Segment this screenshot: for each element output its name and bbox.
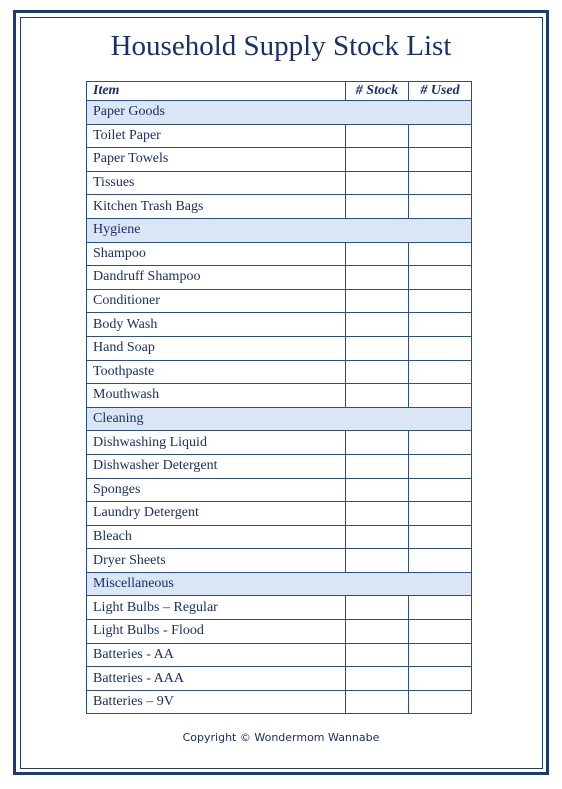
item-name-cell: Light Bulbs - Flood — [87, 620, 346, 644]
table-row — [87, 454, 472, 478]
used-count-cell — [409, 313, 472, 337]
table-row — [87, 525, 472, 549]
table-row — [87, 336, 472, 360]
table-row — [87, 242, 472, 266]
table-row — [87, 502, 472, 526]
item-name-cell: Kitchen Trash Bags — [87, 195, 346, 219]
used-count-cell — [409, 690, 472, 714]
item-name-cell: Dandruff Shampoo — [87, 266, 346, 290]
stock-table — [86, 81, 472, 714]
table-row — [87, 690, 472, 714]
used-count-cell — [409, 549, 472, 573]
item-name-cell: Tissues — [87, 171, 346, 195]
stock-count-cell — [346, 502, 409, 526]
used-count-cell — [409, 195, 472, 219]
column-header-used: # Used — [409, 82, 472, 101]
stock-count-cell — [346, 690, 409, 714]
used-count-cell — [409, 431, 472, 455]
table-row — [87, 266, 472, 290]
category-label: Cleaning — [87, 407, 472, 431]
stock-count-cell — [346, 596, 409, 620]
stock-count-cell — [346, 667, 409, 691]
item-name-cell: Batteries – 9V — [87, 690, 346, 714]
table-row — [87, 620, 472, 644]
table-row — [87, 549, 472, 573]
item-name-cell: Dishwasher Detergent — [87, 454, 346, 478]
used-count-cell — [409, 148, 472, 172]
item-name-cell: Bleach — [87, 525, 346, 549]
used-count-cell — [409, 643, 472, 667]
column-header-item: Item — [87, 82, 346, 101]
category-label: Paper Goods — [87, 101, 472, 125]
item-name-cell: Paper Towels — [87, 148, 346, 172]
table-row — [87, 384, 472, 408]
table-row — [87, 667, 472, 691]
used-count-cell — [409, 242, 472, 266]
stock-count-cell — [346, 454, 409, 478]
table-row — [87, 124, 472, 148]
item-name-cell: Body Wash — [87, 313, 346, 337]
used-count-cell — [409, 454, 472, 478]
stock-count-cell — [346, 289, 409, 313]
table-body — [87, 101, 472, 714]
table-row — [87, 148, 472, 172]
stock-count-cell — [346, 431, 409, 455]
table-row — [87, 431, 472, 455]
table-row — [87, 643, 472, 667]
page-title: Household Supply Stock List — [110, 30, 452, 62]
used-count-cell — [409, 525, 472, 549]
table-row — [87, 478, 472, 502]
used-count-cell — [409, 620, 472, 644]
used-count-cell — [409, 124, 472, 148]
stock-count-cell — [346, 124, 409, 148]
stock-count-cell — [346, 549, 409, 573]
stock-count-cell — [346, 195, 409, 219]
stock-count-cell — [346, 360, 409, 384]
table-row — [87, 195, 472, 219]
category-label: Miscellaneous — [87, 572, 472, 596]
stock-count-cell — [346, 148, 409, 172]
stock-count-cell — [346, 525, 409, 549]
category-row — [87, 218, 472, 242]
used-count-cell — [409, 667, 472, 691]
item-name-cell: Hand Soap — [87, 336, 346, 360]
table-row — [87, 171, 472, 195]
stock-count-cell — [346, 336, 409, 360]
item-name-cell: Sponges — [87, 478, 346, 502]
table-header-row — [87, 82, 472, 101]
stock-count-cell — [346, 384, 409, 408]
used-count-cell — [409, 478, 472, 502]
table-row — [87, 360, 472, 384]
table-row — [87, 289, 472, 313]
used-count-cell — [409, 266, 472, 290]
category-row — [87, 572, 472, 596]
item-name-cell: Dishwashing Liquid — [87, 431, 346, 455]
item-name-cell: Dryer Sheets — [87, 549, 346, 573]
used-count-cell — [409, 384, 472, 408]
stock-count-cell — [346, 171, 409, 195]
category-row — [87, 101, 472, 125]
table-row — [87, 596, 472, 620]
stock-count-cell — [346, 620, 409, 644]
stock-count-cell — [346, 643, 409, 667]
item-name-cell: Light Bulbs – Regular — [87, 596, 346, 620]
copyright-text: Copyright © Wondermom Wannabe — [182, 731, 380, 744]
used-count-cell — [409, 502, 472, 526]
item-name-cell: Shampoo — [87, 242, 346, 266]
stock-count-cell — [346, 266, 409, 290]
item-name-cell: Toilet Paper — [87, 124, 346, 148]
table-row — [87, 313, 472, 337]
item-name-cell: Batteries - AAA — [87, 667, 346, 691]
stock-count-cell — [346, 242, 409, 266]
stock-count-cell — [346, 313, 409, 337]
used-count-cell — [409, 336, 472, 360]
used-count-cell — [409, 171, 472, 195]
category-row — [87, 407, 472, 431]
item-name-cell: Laundry Detergent — [87, 502, 346, 526]
item-name-cell: Conditioner — [87, 289, 346, 313]
used-count-cell — [409, 596, 472, 620]
item-name-cell: Mouthwash — [87, 384, 346, 408]
category-label: Hygiene — [87, 218, 472, 242]
stock-count-cell — [346, 478, 409, 502]
used-count-cell — [409, 289, 472, 313]
item-name-cell: Batteries - AA — [87, 643, 346, 667]
item-name-cell: Toothpaste — [87, 360, 346, 384]
column-header-stock: # Stock — [346, 82, 409, 101]
used-count-cell — [409, 360, 472, 384]
